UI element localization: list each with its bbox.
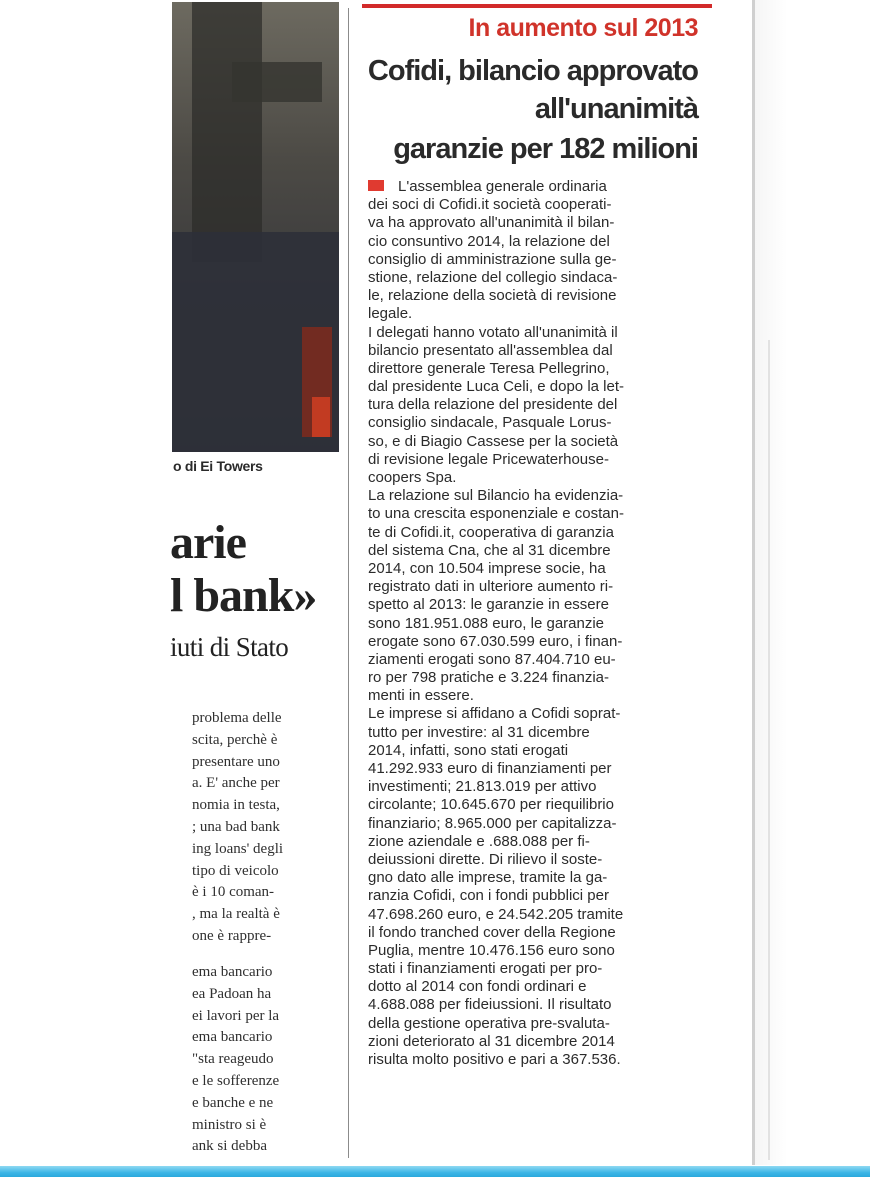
body-text-line: sono 181.951.088 euro, le garanzie bbox=[368, 614, 605, 632]
article-body bbox=[368, 178, 698, 1069]
article-headline-line2: all'unanimità bbox=[534, 93, 698, 125]
body-text-line: 47.698.260 euro, e 24.542.205 tramite bbox=[368, 905, 624, 923]
text-line: nomia in testa, bbox=[192, 797, 280, 814]
text-line: ea Padoan ha bbox=[192, 985, 272, 1002]
body-text-line: le, relazione della società di revisione bbox=[368, 287, 617, 305]
text-line: ank si debba bbox=[192, 1138, 267, 1155]
body-text-line: della gestione operativa pre-svaluta- bbox=[368, 1014, 610, 1032]
body-text-line: 2014, infatti, sono stati erogati bbox=[368, 741, 569, 759]
body-text-line: direttore generale Teresa Pellegrino, bbox=[368, 359, 610, 377]
body-text-line: va ha approvato all'unanimità il bilan- bbox=[368, 214, 615, 232]
body-text-line: consiglio sindacale, Pasquale Lorus- bbox=[368, 414, 612, 432]
red-square-icon bbox=[368, 180, 384, 191]
body-text-line: circolante; 10.645.670 per riequilibrio bbox=[368, 796, 614, 814]
body-text: L'assemblea generale ordinaria bbox=[398, 178, 607, 195]
text-line: e le sofferenze bbox=[192, 1072, 280, 1089]
body-text-line: finanziario; 8.965.000 per capitalizza- bbox=[368, 814, 617, 832]
body-text-line: Puglia, mentre 10.476.156 euro sono bbox=[368, 941, 615, 959]
text-line: ema bancario bbox=[192, 964, 273, 980]
body-text-line: tutto per investire: al 31 dicembre bbox=[368, 723, 590, 741]
text-line: ei lavori per la bbox=[192, 1007, 280, 1024]
body-text-line: erogate sono 67.030.599 euro, i finan- bbox=[368, 632, 623, 650]
body-text-line: legale. bbox=[368, 305, 413, 323]
article-photo bbox=[172, 2, 339, 452]
body-text-line: del sistema Cna, che al 31 dicembre bbox=[368, 541, 611, 559]
photo-caption: o di Ei Towers bbox=[173, 458, 263, 474]
body-text-line: spetto al 2013: le garanzie in essere bbox=[368, 596, 609, 614]
left-headline-line1: arie bbox=[170, 516, 246, 569]
body-text-line: I delegati hanno votato all'unanimità il bbox=[368, 323, 618, 341]
body-text-line: consiglio di amministrazione sulla ge- bbox=[368, 250, 617, 268]
body-text-line: te di Cofidi.it, cooperativa di garanzia bbox=[368, 523, 614, 541]
kicker-rule bbox=[362, 4, 712, 8]
body-text-line: to una crescita esponenziale e costan- bbox=[368, 505, 624, 523]
body-text-line: gno dato alle imprese, tramite la ga- bbox=[368, 869, 608, 887]
text-line: ministro si è bbox=[192, 1116, 267, 1133]
body-text-line bbox=[368, 178, 698, 196]
body-text-line: dei soci di Cofidi.it società cooperati- bbox=[368, 196, 612, 214]
body-text-line: di revisione legale Pricewaterhouse- bbox=[368, 450, 609, 468]
body-text-line: stione, relazione del collegio sindaca- bbox=[368, 268, 618, 286]
article-headline-line1: Cofidi, bilancio approvato bbox=[367, 55, 698, 87]
text-line: ing loans' degli bbox=[192, 840, 284, 857]
body-text-line: coopers Spa. bbox=[368, 469, 457, 486]
body-text-line: ranzia Cofidi, con i fondi pubblici per bbox=[368, 887, 609, 905]
body-text-line: cio consuntivo 2014, la relazione del bbox=[368, 232, 610, 250]
viewer-bottom-bar bbox=[0, 1166, 870, 1177]
body-text-line: Le imprese si affidano a Cofidi soprat- bbox=[368, 705, 621, 723]
body-text-line: deiussioni dirette. Di rilievo il soste- bbox=[368, 850, 603, 868]
left-column-text-1 bbox=[192, 708, 310, 948]
text-line: tipo di veicolo bbox=[192, 862, 279, 879]
body-text-line: stati i finanziamenti erogati per pro- bbox=[368, 960, 603, 978]
body-text-line: so, e di Biagio Cassese per la società bbox=[368, 432, 619, 450]
body-text-line: 41.292.933 euro di finanziamenti per bbox=[368, 760, 612, 777]
text-line: "sta reageudo bbox=[192, 1051, 274, 1068]
left-subhead: iuti di Stato bbox=[170, 632, 289, 662]
body-text-line: risulta molto positivo e pari a 367.536. bbox=[368, 1051, 621, 1068]
left-column-text-2 bbox=[192, 962, 310, 1158]
left-headline-line2: l bank» bbox=[170, 569, 317, 622]
page-fold-shadow bbox=[752, 0, 755, 1165]
body-text-line: zioni deteriorato al 31 dicembre 2014 bbox=[368, 1032, 615, 1050]
body-text-line: registrato dati in ulteriore aumento ri- bbox=[368, 578, 614, 596]
text-line: scita, perchè è bbox=[192, 731, 278, 748]
body-text-line: 4.688.088 per fideiussioni. Il risultato bbox=[368, 996, 612, 1014]
column-divider bbox=[348, 8, 349, 1158]
body-text-line: 2014, con 10.504 imprese socie, ha bbox=[368, 559, 606, 577]
body-text-line: La relazione sul Bilancio ha evidenzia- bbox=[368, 487, 624, 505]
text-line: , ma la realtà è bbox=[192, 906, 280, 923]
text-line: ; una bad bank bbox=[192, 818, 280, 835]
text-line: è i 10 coman- bbox=[192, 884, 275, 901]
text-line: ema bancario bbox=[192, 1029, 273, 1046]
body-text-line: tura della relazione del presidente del bbox=[368, 396, 618, 414]
text-line: e banche e ne bbox=[192, 1094, 274, 1111]
body-text-line: bilancio presentato all'assemblea dal bbox=[368, 341, 613, 359]
text-line: a. E' anche per bbox=[192, 775, 280, 792]
article-headline-line3: garanzie per 182 milioni bbox=[393, 133, 698, 165]
article-kicker: In aumento sul 2013 bbox=[468, 14, 698, 42]
body-text-line: ro per 798 pratiche e 3.224 finanzia- bbox=[368, 669, 609, 687]
body-text-line: investimenti; 21.813.019 per attivo bbox=[368, 778, 597, 796]
page-fold-shadow-inner bbox=[768, 340, 770, 1160]
body-text-line: dotto al 2014 con fondi ordinari e bbox=[368, 978, 587, 996]
text-line: one è rappre- bbox=[192, 927, 272, 944]
body-text-line: il fondo tranched cover della Regione bbox=[368, 923, 616, 941]
text-line: problema delle bbox=[192, 710, 282, 726]
body-text-line: dal presidente Luca Celi, e dopo la let- bbox=[368, 378, 624, 396]
body-text-line: menti in essere. bbox=[368, 687, 474, 705]
body-text-line: zione aziendale e .688.088 per fi- bbox=[368, 832, 590, 850]
body-text-line: ziamenti erogati sono 87.404.710 eu- bbox=[368, 650, 616, 668]
text-line: presentare uno bbox=[192, 753, 280, 770]
